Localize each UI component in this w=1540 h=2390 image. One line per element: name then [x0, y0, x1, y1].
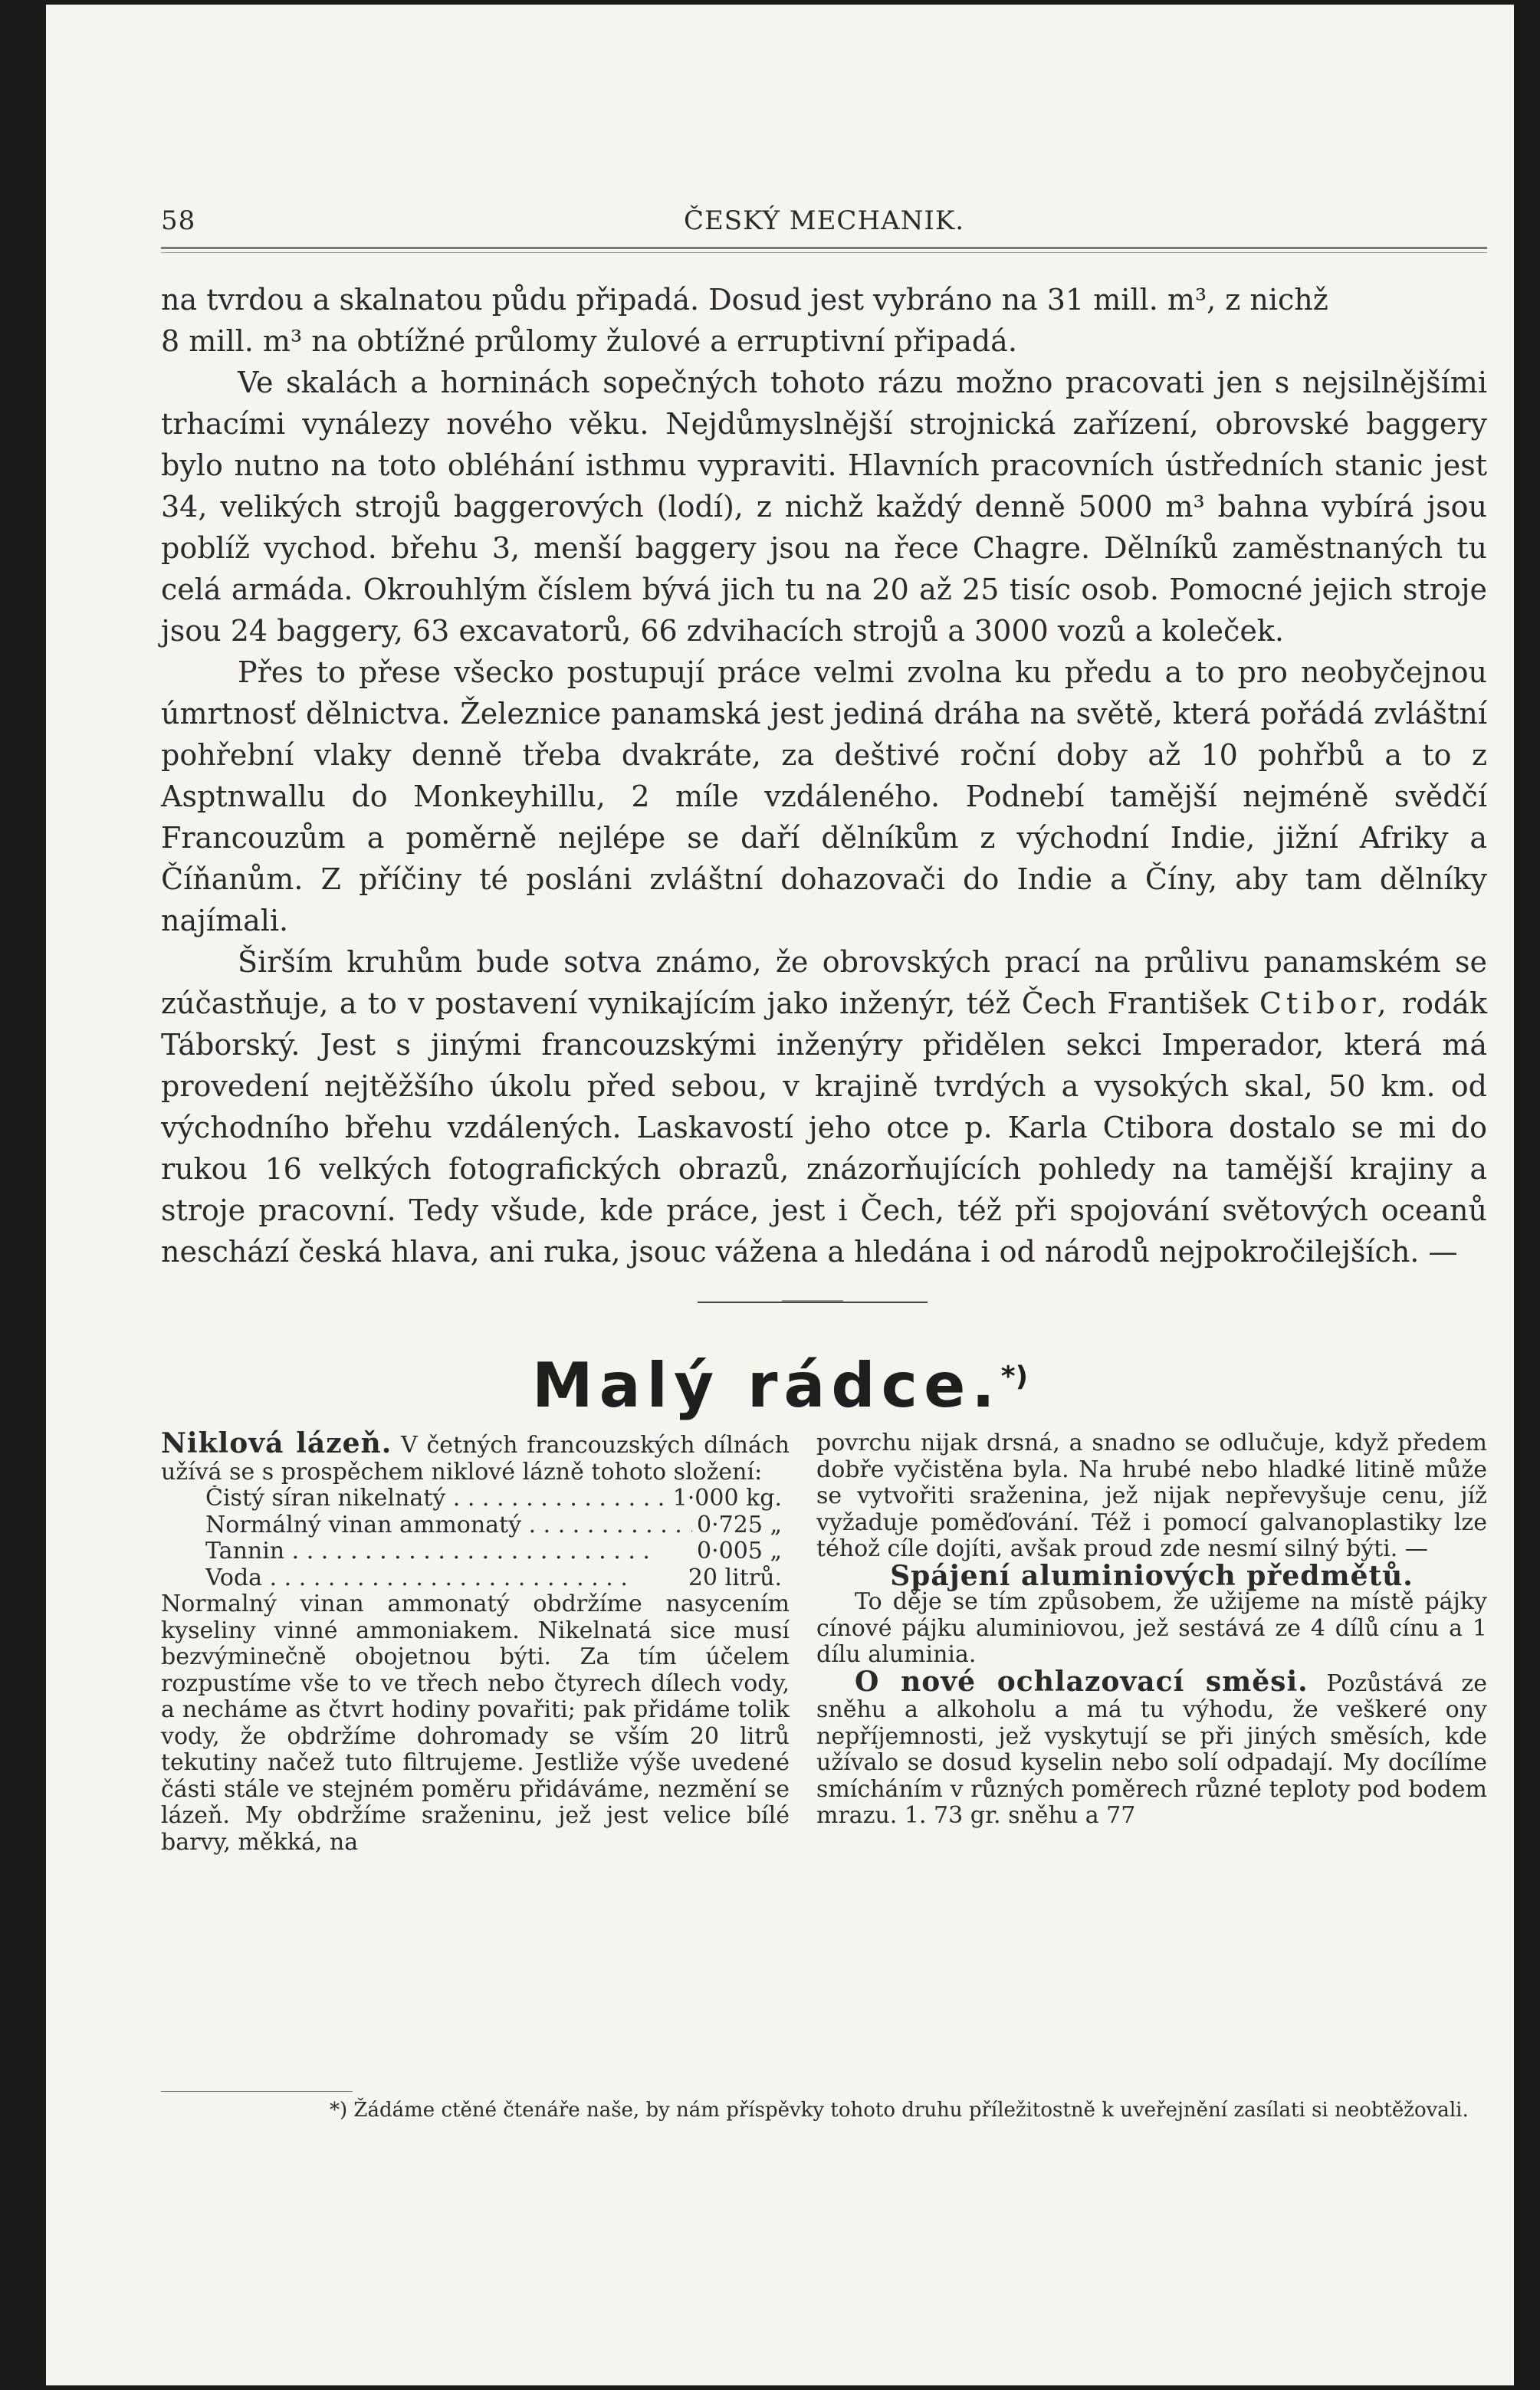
- page-header: [161, 205, 1487, 244]
- running-title: ČESKÝ MECHANIK.: [683, 205, 965, 236]
- header-rule-thin: [161, 252, 1487, 253]
- paragraph: Normalný vinan ammonatý obdržíme nasycením kyseliny vinné ammoniakem. Nikelnatá sice musí bezvýminečně obojetnou býti. Za tím účelem rozpustíme vše to ve třech nebo čtyrech dílech vody, a necháme as čtvrt hodiny povařiti; pak přidáme tolik vody, že obdržíme dohromady se vším 20 litrů tekutiny načež tuto filtrujeme. Jestliže výše uvedené části stále ve stejném poměru přidáváme, nezmění se lázeň. My obdržíme sraženinu, jež jest velice bílé barvy, měkká, na: [161, 1591, 790, 1856]
- paragraph: povrchu nijak drsná, a snadno se odlučuje, když předem dobře vyčistěna byla. Na hrubé nebo hladké litině může se vytvořiti sraženina, jež nijak nepřevyšuje cenu, jíž vyžaduje poměďování. Též i pomocí galvanoplastiky lze téhož cíle dojíti, avšak proud zde nesmí silný býti. —: [816, 1430, 1487, 1562]
- subheading-cooling-mixture: O nové ochlazovací směsi.: [855, 1665, 1309, 1698]
- ingredient-row: [161, 1512, 790, 1539]
- right-column: [816, 1430, 1487, 1830]
- ingredient-qty: 0·725 „: [697, 1511, 782, 1538]
- ingredient-name: Čistý síran nikelnatý . . .: [205, 1486, 668, 1512]
- paragraph: Ve skalách a horninách sopečných tohoto rázu možno pracovati jen s nejsilnějšími trhacími vynálezy nového věku. Nejdůmyslnější strojnická zařízení, obrovské baggery bylo nutno na toto obléhání isthmu vypraviti. Hlavních pracovních ústředních stanic jest 34, velikých strojů baggerových (lodí), z nichž každý denně 5000 m³ bahna vybírá jsou poblíž vychod. břehu 3, menší baggery jsou na řece Chagre. Dělníků zaměstnaných tu celá armáda. Okrouhlým číslem bývá jich tu na 20 až 25 tisíc osob. Pomocné jejich stroje jsou 24 baggery, 63 excavatorů, 66 zdvihacích strojů a 3000 vozů a koleček.: [161, 366, 1487, 648]
- paragraph: To děje se tím způsobem, že užijeme na místě pájky cínové pájku aluminiovou, jež sestává ze 4 dílů cínu a 1 dílu aluminia.: [816, 1588, 1487, 1668]
- footnote-marker: *): [1000, 1361, 1029, 1393]
- ingredient-row: [161, 1538, 790, 1565]
- article-body: [161, 279, 1487, 1272]
- paragraph-text: Pozůstává ze sněhu a alkoholu a má tu výhodu, že veškeré ony nepříjemnosti, jež vyskytují se při jiných směsích, kde užívalo se dosud kyselin nebo solí odpadají. My docílíme smícháním v různých poměrech různé teploty pod bodem mrazu. 1. 73 gr. sněhu a 77: [816, 1669, 1487, 1829]
- page: [46, 5, 1514, 2385]
- paragraph-line: 8 mill. m³ na obtížné průlomy žulové a erruptivní připadá.: [161, 324, 1017, 358]
- paragraph: [816, 1665, 1487, 1830]
- ingredient-row: [161, 1565, 790, 1592]
- ingredient-name: Normálný vinan ammonatý . . .: [205, 1512, 692, 1539]
- paragraph: Přes to přese všecko postupují práce velmi zvolna ku předu a to pro neobyčejnou úmrtnosť dělnictva. Železnice panamská jest jediná dráha na světě, která pořádá zvláštní pohřební vlaky denně třeba dvakráte, za deštivé roční doby až 10 pohřbů a to z Asptnwallu do Monkeyhillu, 2 míle vzdáleného. Podnebí tamější nejméně svědčí Francouzům a poměrně nejlépe se daří dělníkům z východní Indie, jižní Afriky a Číňanům. Z příčiny té posláni zvláštní dohazovači do Indie a Číny, aby tam dělníky najímali.: [161, 655, 1487, 937]
- paragraph-text: Širším kruhům bude sotva známo, že obrovských prací na průlivu panamském se zúčastňuje, a to v postavení vynikajícím jako inženýr, též Čech František: [161, 945, 1487, 1020]
- footnote-mark: *): [330, 2099, 348, 2122]
- ingredient-qty: 20 litrů.: [688, 1564, 782, 1591]
- footnote-text: Žádáme ctěné čtenáře naše, by nám příspěvky tohoto druhu příležitostně k uveřejnění zasílati si neobtěžovali.: [353, 2099, 1469, 2122]
- left-column: [161, 1427, 790, 1856]
- footnote-paragraph: [161, 2097, 1487, 2123]
- section-title: [46, 1350, 1514, 1421]
- subheading-nickel-bath: Niklová lázeň.: [161, 1427, 392, 1459]
- ingredient-name: Tannin . . .: [205, 1538, 692, 1565]
- section-title-text: Malý rádce.: [531, 1350, 1001, 1421]
- ingredient-qty: 0·005 „: [697, 1538, 782, 1564]
- paragraph-line: na tvrdou a skalnatou půdu připadá. Dosud jest vybráno na 31 mill. m³, z nichž: [161, 283, 1328, 317]
- page-number: 58: [161, 205, 196, 236]
- recipe-intro-text: V četných francouzských dílnách užívá se s prospěchem niklové lázně tohoto složení:: [161, 1432, 790, 1486]
- ingredient-row: [161, 1486, 790, 1512]
- footnote-rule: [161, 2091, 353, 2092]
- ingredient-name: Voda . . .: [205, 1565, 684, 1592]
- paragraph-text: rodák Táborský. Jest s jinými francouzskými inženýry přidělen sekci Imperador, která má provedení nejtěžšího úkolu před sebou, v krajině tvrdých a vysokých skal, 50 km. od východního břehu vzdálených. Laskavostí jeho otce p. Karla Ctibora dostalo se mi do rukou 16 velkých fotografických obrazů, znázorňujících pohledy na tamější krajiny a stroje pracovní. Tedy všude, kde práce, jest i Čech, též při spojování světových oceanů neschází česká hlava, ani ruka, jsouc vážena a hledána i od národů nejpokročilejších. —: [161, 987, 1487, 1269]
- ingredient-qty: 1·000 kg.: [672, 1485, 782, 1512]
- paragraph: [161, 941, 1487, 1272]
- recipe-intro: [161, 1427, 790, 1486]
- person-name: Ctibor,: [1259, 987, 1391, 1020]
- footnote: [161, 2097, 1487, 2123]
- section-divider-ornament: [698, 1298, 928, 1306]
- subheading-aluminium-soldering: Spájení aluminiových předmětů.: [890, 1559, 1414, 1592]
- header-rule: [161, 247, 1487, 249]
